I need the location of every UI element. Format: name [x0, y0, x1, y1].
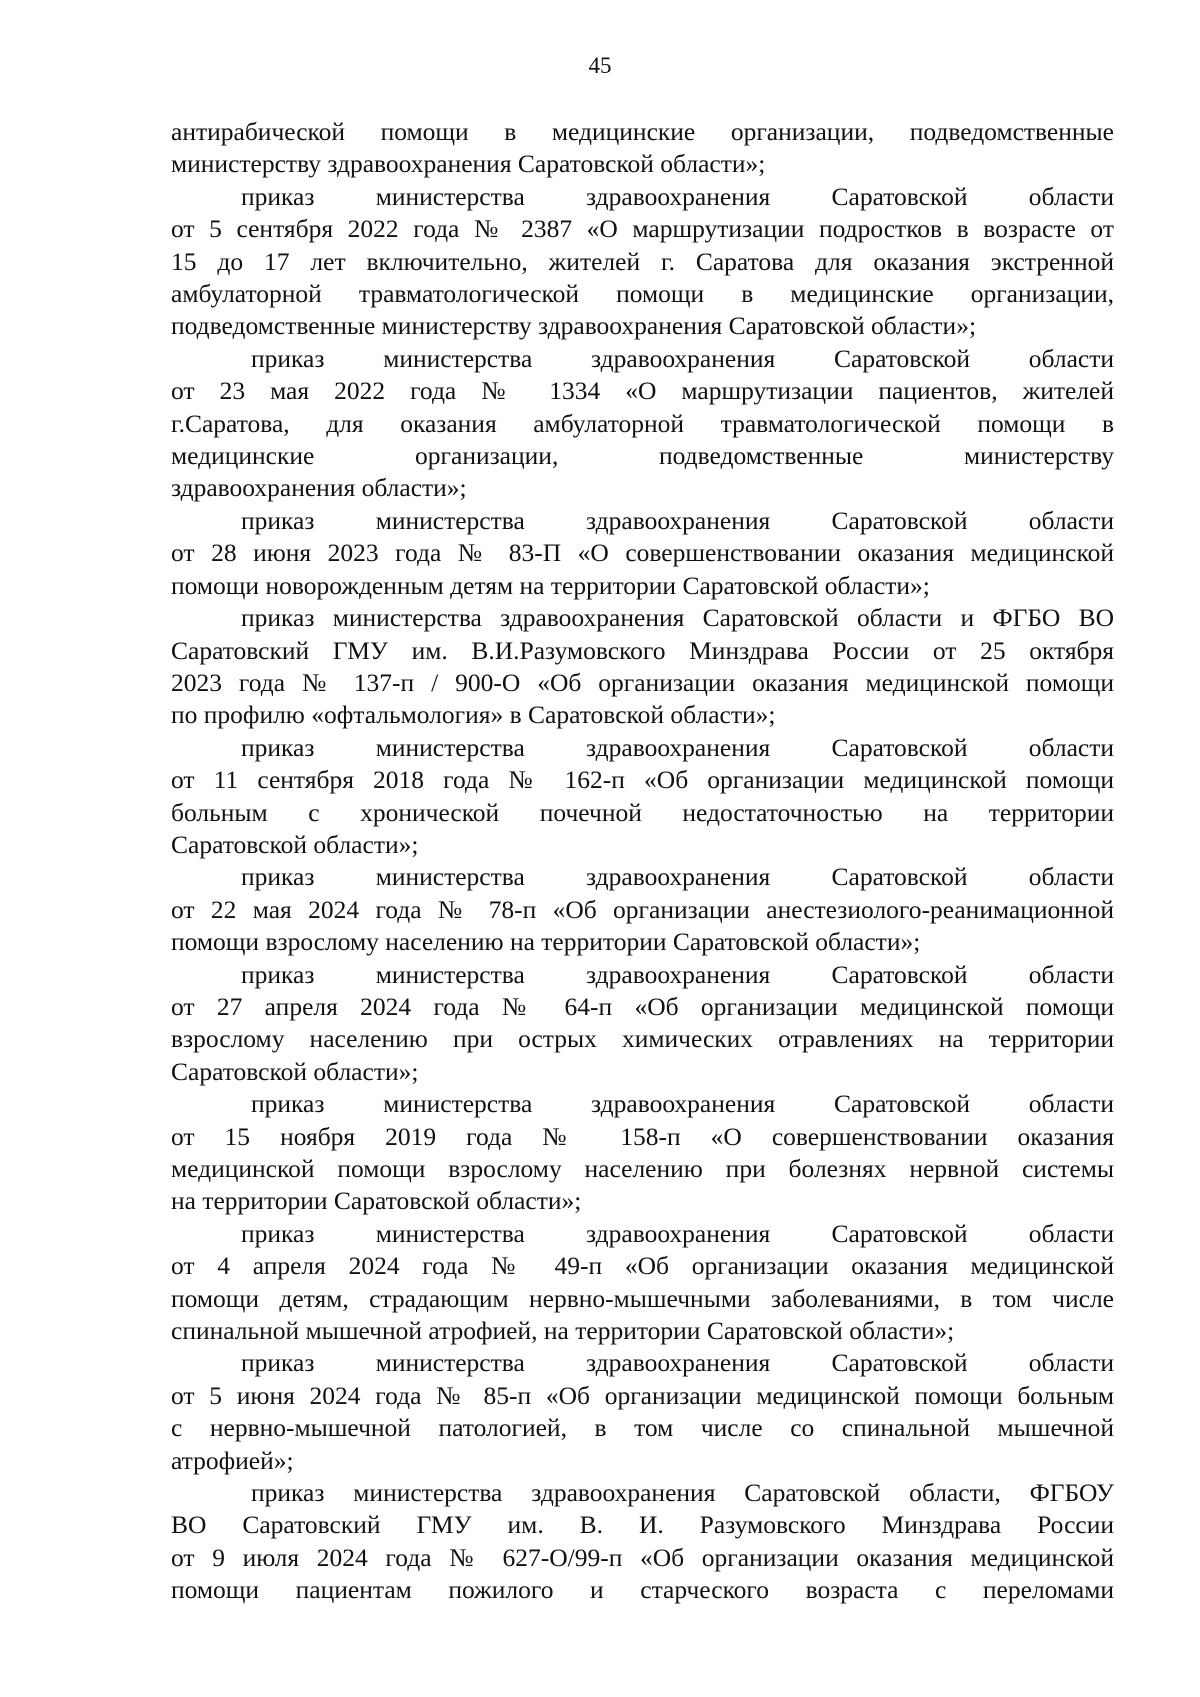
text-line: на территории Саратовской области»;: [171, 1186, 582, 1216]
text-line: от 5 сентября 2022 года № 2387 «О маршрутизации подростков в возрасте от: [171, 214, 1114, 244]
text-line: медицинской помощи взрослому населению при болезнях нервной системы: [171, 1154, 1114, 1183]
order-paragraph: [171, 959, 1114, 1089]
order-paragraph: [171, 1477, 1114, 1607]
text-line: от 15 ноября 2019 года № 158-п «О совершенствовании оказания: [171, 1121, 1114, 1151]
text-line: помощи пациентам пожилого и старческого возраста с переломами: [171, 1575, 1114, 1605]
text-line: Саратовской области»;: [171, 829, 419, 859]
text-line: от 9 июля 2024 года № 627-О/99-п «Об организации оказания медицинской: [171, 1542, 1114, 1572]
text-line: от 22 мая 2024 года № 78-п «Об организации анестезиолого-реанимационной: [171, 894, 1114, 924]
order-paragraph: [171, 602, 1114, 732]
order-paragraph: [171, 1088, 1114, 1218]
text-line: приказ министерства здравоохранения Саратовской области: [241, 862, 1114, 892]
text-line: амбулаторной травматологической помощи в медицинские организации,: [171, 279, 1114, 309]
text-line: помощи новорожденным детям на территории Саратовской области»;: [171, 570, 930, 600]
text-line: больным с хронической почечной недостаточностью на территории: [171, 797, 1114, 827]
text-line: Саратовской области»;: [171, 1056, 419, 1086]
text-line: от 4 апреля 2024 года № 49-п «Об организации оказания медицинской: [171, 1251, 1114, 1281]
text-line: медицинские организации, подведомственные министерству: [171, 441, 1114, 471]
text-line: от 5 июня 2024 года № 85-п «Об организации медицинской помощи больным: [171, 1380, 1114, 1410]
order-paragraph: [171, 732, 1114, 862]
text-line: ВО Саратовский ГМУ им. В. И. Разумовского Минздрава России: [171, 1510, 1114, 1540]
text-line: взрослому населению при острых химических отравлениях на территории: [171, 1024, 1114, 1054]
order-paragraph: [171, 1218, 1114, 1348]
text-line: приказ министерства здравоохранения Саратовской области и ФГБО ВО: [241, 603, 1114, 633]
order-paragraph: [171, 181, 1114, 343]
text-line: с нервно-мышечной патологией, в том числе со спинальной мышечной: [171, 1413, 1114, 1443]
text-line: г.Саратова, для оказания амбулаторной травматологической помощи в: [171, 408, 1114, 438]
document-body: [171, 116, 1114, 1607]
order-paragraph: [171, 1347, 1114, 1477]
text-line: приказ министерства здравоохранения Саратовской области: [241, 505, 1114, 535]
text-line: 2023 года № 137-п / 900-О «Об организации оказания медицинской помощи: [171, 667, 1114, 697]
text-line: здравоохранения области»;: [171, 473, 467, 503]
text-line: по профилю «офтальмология» в Саратовской области»;: [171, 700, 776, 730]
order-paragraph: [171, 861, 1114, 958]
text-line: спинальной мышечной атрофией, на территории Саратовской области»;: [171, 1316, 955, 1346]
text-line: помощи взрослому населению на территории Саратовской области»;: [171, 927, 921, 957]
order-paragraph: [171, 116, 1114, 181]
text-line: от 23 мая 2022 года № 1334 «О маршрутизации пациентов, жителей: [171, 376, 1114, 406]
text-line: министерству здравоохранения Саратовской области»;: [171, 149, 766, 179]
text-line: 15 до 17 лет включительно, жителей г. Саратова для оказания экстренной: [171, 246, 1114, 276]
text-line: приказ министерства здравоохранения Саратовской области, ФГБОУ: [251, 1478, 1114, 1508]
text-line: приказ министерства здравоохранения Саратовской области: [241, 1218, 1114, 1248]
text-line: от 27 апреля 2024 года № 64-п «Об организации медицинской помощи: [171, 991, 1114, 1021]
text-line: приказ министерства здравоохранения Саратовской области: [241, 1348, 1114, 1378]
text-line: от 28 июня 2023 года № 83-П «О совершенствовании оказания медицинской: [171, 538, 1114, 568]
page-number: 45: [588, 53, 612, 78]
text-line: антирабической помощи в медицинские организации, подведомственные: [171, 117, 1114, 146]
text-line: атрофией»;: [171, 1445, 294, 1475]
text-line: подведомственные министерству здравоохранения Саратовской области»;: [171, 311, 977, 341]
text-line: приказ министерства здравоохранения Саратовской области: [251, 1089, 1114, 1119]
text-line: Саратовский ГМУ им. В.И.Разумовского Минздрава России от 25 октября: [171, 635, 1114, 665]
order-paragraph: [171, 505, 1114, 602]
text-line: приказ министерства здравоохранения Саратовской области: [251, 343, 1114, 373]
text-line: приказ министерства здравоохранения Саратовской области: [241, 959, 1114, 989]
text-line: от 11 сентября 2018 года № 162-п «Об организации медицинской помощи: [171, 765, 1114, 795]
text-line: приказ министерства здравоохранения Саратовской области: [241, 181, 1114, 211]
text-line: помощи детям, страдающим нервно-мышечными заболеваниями, в том числе: [171, 1283, 1114, 1313]
text-line: приказ министерства здравоохранения Саратовской области: [241, 732, 1114, 762]
order-paragraph: [171, 343, 1114, 505]
